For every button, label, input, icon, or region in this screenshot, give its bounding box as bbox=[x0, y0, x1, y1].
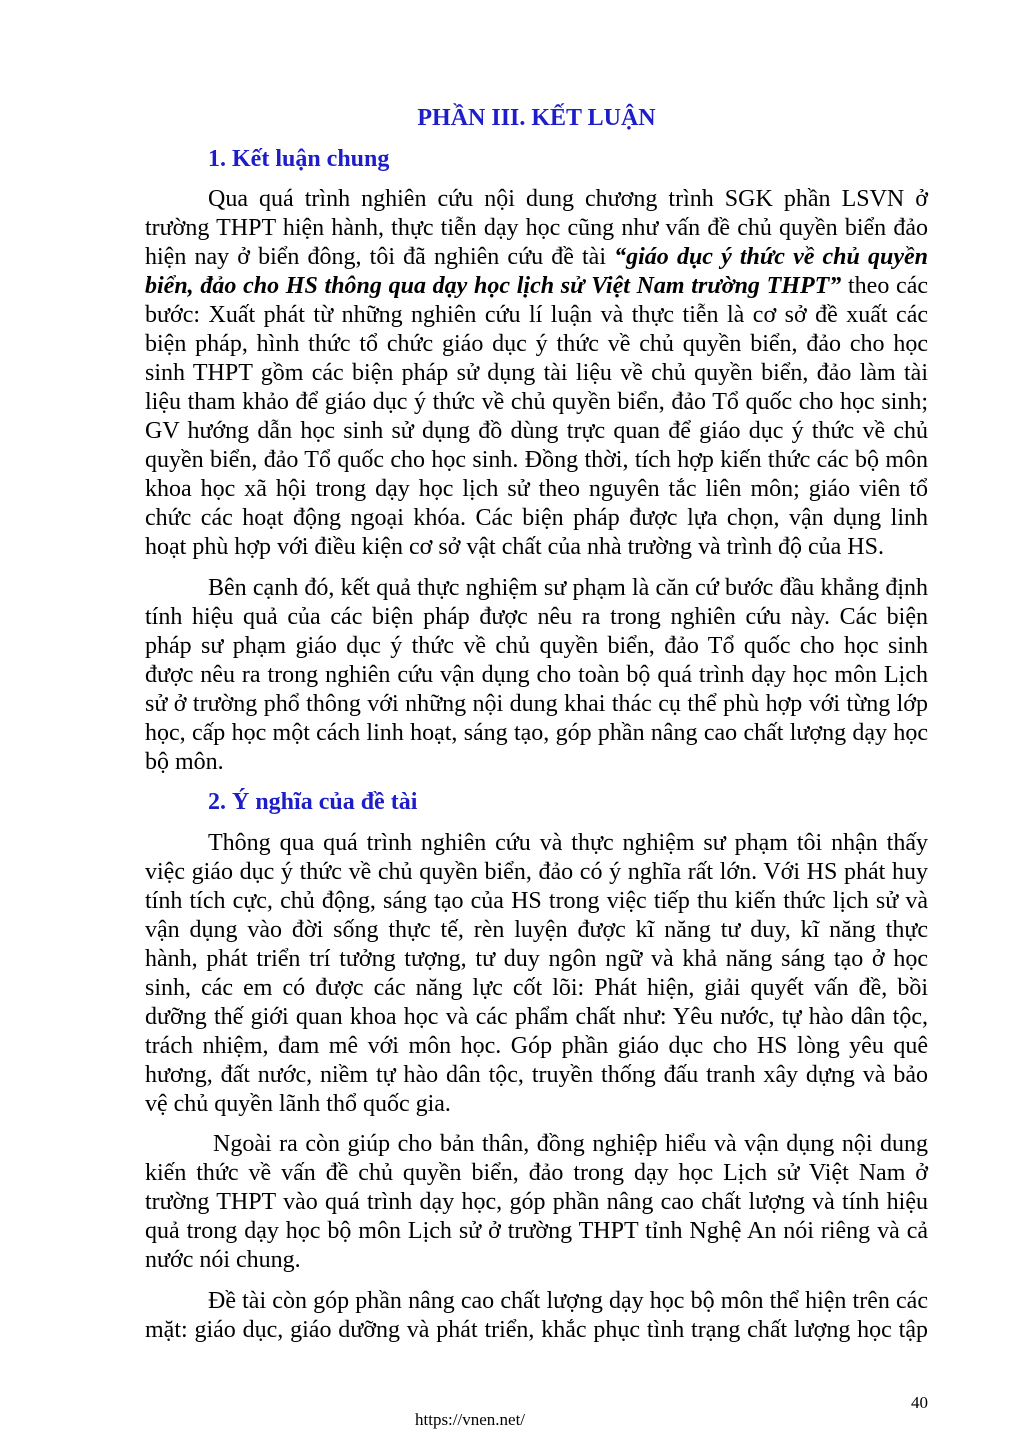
text-line: tính tích cực, chủ động, sáng tạo của HS trong việc tiếp thu kiến thức lịch sử và bbox=[145, 887, 928, 914]
part-title: PHẦN III. KẾT LUẬN bbox=[417, 105, 656, 131]
paragraph bbox=[145, 829, 928, 1119]
text-line bbox=[145, 243, 928, 272]
text-line bbox=[145, 272, 928, 301]
text-line: học, cấp học một cách linh hoạt, sáng tạo, góp phần nâng cao chất lượng dạy học bbox=[145, 719, 928, 746]
section-heading: 2. Ý nghĩa của đề tài bbox=[208, 789, 418, 815]
emphasized-title-text: “giáo dục ý thức về chủ quyền bbox=[614, 244, 928, 270]
footer-url: https://vnen.net/ bbox=[415, 1410, 526, 1429]
page-content bbox=[145, 104, 928, 1356]
text-line: Qua quá trình nghiên cứu nội dung chương trình SGK phần LSVN ở bbox=[208, 186, 928, 212]
text-line: được nêu ra trong nghiên cứu vận dụng cho toàn bộ quá trình dạy học môn Lịch bbox=[145, 661, 928, 688]
emphasized-title-text: biển, đảo cho HS thông qua dạy học lịch sử Việt Nam trường THPT” bbox=[145, 273, 842, 299]
page-number: 40 bbox=[911, 1393, 928, 1412]
text-line: khoa học xã hội trong dạy học lịch sử theo nguyên tắc liên môn; giáo viên tổ bbox=[145, 476, 928, 502]
text-line: hương, đất nước, niềm tự hào dân tộc, truyền thống đấu tranh xây dựng và bảo bbox=[145, 1061, 928, 1088]
paragraph bbox=[145, 1130, 928, 1275]
text-line: trường THPT hiện hành, thực tiễn dạy học cũng như vấn đề chủ quyền biển đảo bbox=[145, 215, 928, 241]
text-line: chức các hoạt động ngoại khóa. Các biện pháp được lựa chọn, vận dụng linh bbox=[145, 505, 928, 531]
text-line: trường THPT vào quá trình dạy học, góp phần nâng cao chất lượng và tính hiệu bbox=[145, 1189, 928, 1215]
text-line: bước: Xuất phát từ những nghiên cứu lí luận và thực tiễn là cơ sở đề xuất các bbox=[145, 302, 928, 328]
text-line: Thông qua quá trình nghiên cứu và thực nghiệm sư phạm tôi nhận thấy bbox=[208, 829, 928, 856]
text-line: GV hướng dẫn học sinh sử dụng đồ dùng trực quan để giáo dục ý thức về chủ bbox=[145, 418, 928, 444]
text-line: pháp sư phạm giáo dục ý thức về chủ quyền biển, đảo Tổ quốc cho học sinh bbox=[145, 632, 928, 659]
paragraph bbox=[145, 185, 928, 562]
text-line: Ngoài ra còn giúp cho bản thân, đồng nghiệp hiểu và vận dụng nội dung bbox=[213, 1131, 928, 1157]
text-line: Bên cạnh đó, kết quả thực nghiệm sư phạm là căn cứ bước đầu khẳng định bbox=[208, 574, 928, 601]
text-line: tính hiệu quả của các biện pháp được nêu ra trong nghiên cứu này. Các biện bbox=[145, 603, 928, 630]
text-line: nước nói chung. bbox=[145, 1247, 301, 1273]
text-line: sử ở trường phổ thông với những nội dung khai thác cụ thể phù hợp với từng lớp bbox=[145, 690, 928, 717]
text-line: quả trong dạy học bộ môn Lịch sử ở trường THPT tỉnh Nghệ An nói riêng và cả bbox=[145, 1218, 928, 1244]
text-line: sinh THPT gồm các biện pháp sử dụng tài liệu về chủ quyền biển, đảo làm tài bbox=[145, 360, 928, 386]
text-line: quyền biển, đảo Tổ quốc cho học sinh. Đồng thời, tích hợp kiến thức các bộ môn bbox=[145, 447, 928, 473]
text-line: biện pháp, hình thức tổ chức giáo dục ý thức về chủ quyền biển, đảo cho học bbox=[145, 331, 928, 357]
text-line: kiến thức về vấn đề chủ quyền biển, đảo trong dạy học Lịch sử Việt Nam ở bbox=[145, 1160, 928, 1186]
text-line: vệ chủ quyền lãnh thổ quốc gia. bbox=[145, 1090, 451, 1117]
text-line: hành, phát triển trí tưởng tượng, tư duy ngôn ngữ và khả năng sáng tạo ở học bbox=[145, 945, 928, 972]
text-line: bộ môn. bbox=[145, 748, 224, 775]
line-text: theo các bbox=[848, 273, 929, 299]
line-text: hiện nay ở biển đông, tôi đã nghiên cứu đề tài bbox=[145, 244, 606, 270]
text-line: liệu tham khảo để giáo dục ý thức về chủ quyền biển, đảo Tổ quốc cho học sinh; bbox=[145, 389, 928, 415]
text-line: hoạt phù hợp với điều kiện cơ sở vật chất của nhà trường và trình độ của HS. bbox=[145, 534, 884, 560]
text-line: sinh, các em có được các năng lực cốt lõi: Phát hiện, giải quyết vấn đề, bồi bbox=[145, 974, 928, 1001]
text-line: trách nhiệm, đam mê với môn học. Góp phần giáo dục cho HS lòng yêu quê bbox=[145, 1032, 928, 1059]
text-line: Đề tài còn góp phần nâng cao chất lượng dạy học bộ môn thể hiện trên các bbox=[208, 1287, 928, 1314]
paragraph bbox=[145, 1287, 928, 1345]
text-line: dưỡng thế giới quan khoa học và các phẩm chất như: Yêu nước, tự hào dân tộc, bbox=[145, 1003, 928, 1030]
section-heading: 1. Kết luận chung bbox=[208, 145, 390, 172]
text-line: việc giáo dục ý thức về chủ quyền biển, đảo có ý nghĩa rất lớn. Với HS phát huy bbox=[145, 858, 928, 885]
text-line: vận dụng vào đời sống thực tế, rèn luyện được kĩ năng tư duy, kĩ năng thực bbox=[145, 916, 928, 943]
text-line: mặt: giáo dục, giáo dưỡng và phát triển, khắc phục tình trạng chất lượng học tập bbox=[145, 1316, 928, 1343]
paragraph bbox=[145, 574, 928, 777]
